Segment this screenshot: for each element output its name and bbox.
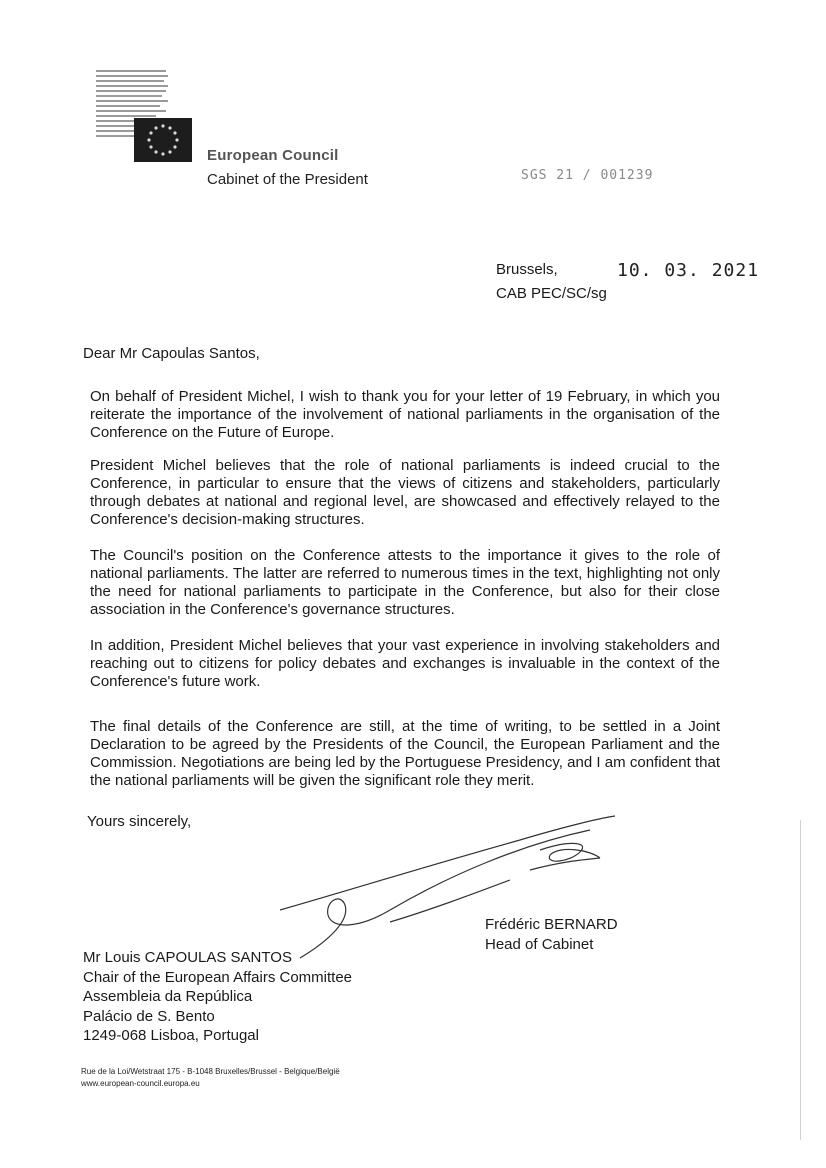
- addressee-block: [83, 948, 352, 1046]
- department-name: Cabinet of the President: [207, 171, 368, 188]
- closing: Yours sincerely,: [87, 813, 192, 830]
- organisation-name: European Council: [207, 147, 339, 164]
- salutation: Dear Mr Capoulas Santos,: [83, 345, 260, 362]
- signer-title: Head of Cabinet: [485, 936, 594, 953]
- footer-website[interactable]: www.european-council.europa.eu: [81, 1079, 200, 1088]
- paragraph-5: The final details of the Conference are still, at the time of writing, to be settled in a Joint Declaration to be agreed by the Presidents of the Council, the European Parliament and the Commission. Negotiations are being led by the Portuguese Presidency, and I am confident that the national parliaments will be given the significant role they merit.: [90, 718, 720, 789]
- date-stamp: 10. 03. 2021: [617, 260, 760, 281]
- scan-edge-line: [800, 820, 801, 1140]
- reference-stamp: SGS 21 / 001239: [521, 168, 654, 183]
- addressee-line: Chair of the European Affairs Committee: [83, 968, 353, 986]
- european-council-logo-icon: [96, 70, 198, 162]
- place-label: Brussels,: [496, 261, 558, 278]
- signer-name: Frédéric BERNARD: [485, 916, 618, 933]
- paragraph-4: In addition, President Michel believes that your vast experience in involving stakeholders and reaching out to citizens for policy debates and exchanges is invaluable in the context of the Conference's future work.: [90, 637, 720, 690]
- footer: [81, 1066, 340, 1090]
- paragraph-1: On behalf of President Michel, I wish to thank you for your letter of 19 February, in which you reiterate the importance of the involvement of national parliaments in the organisation of the Conference on the Future of Europe.: [90, 388, 720, 441]
- addressee-line: 1249-068 Lisboa, Portugal: [83, 1027, 259, 1044]
- eu-flag-icon: [134, 118, 192, 162]
- addressee-line: Assembleia da República: [83, 988, 253, 1005]
- footer-address: Rue de la Loi/Wetstraat 175 - B-1048 Bruxelles/Brussel - Belgique/België: [81, 1067, 340, 1076]
- signer-block: [485, 915, 618, 955]
- addressee-line: Palácio de S. Bento: [83, 1007, 215, 1025]
- reference-code: CAB PEC/SC/sg: [496, 285, 607, 302]
- addressee-line: Mr Louis CAPOULAS SANTOS: [83, 949, 292, 966]
- paragraph-3: The Council's position on the Conference attests to the importance it gives to the role of national parliaments. The latter are referred to numerous times in the text, highlighting not only the need for national parliaments to participate in the Conference, but also for their close association in the Conference's governance structures.: [90, 547, 720, 618]
- paragraph-2: President Michel believes that the role of national parliaments is indeed crucial to the Conference, in particular to ensure that the views of citizens and stakeholders, particularly through debates at national and regional level, are showcased and effectively relayed to the Conference's decision-making structures.: [90, 457, 720, 528]
